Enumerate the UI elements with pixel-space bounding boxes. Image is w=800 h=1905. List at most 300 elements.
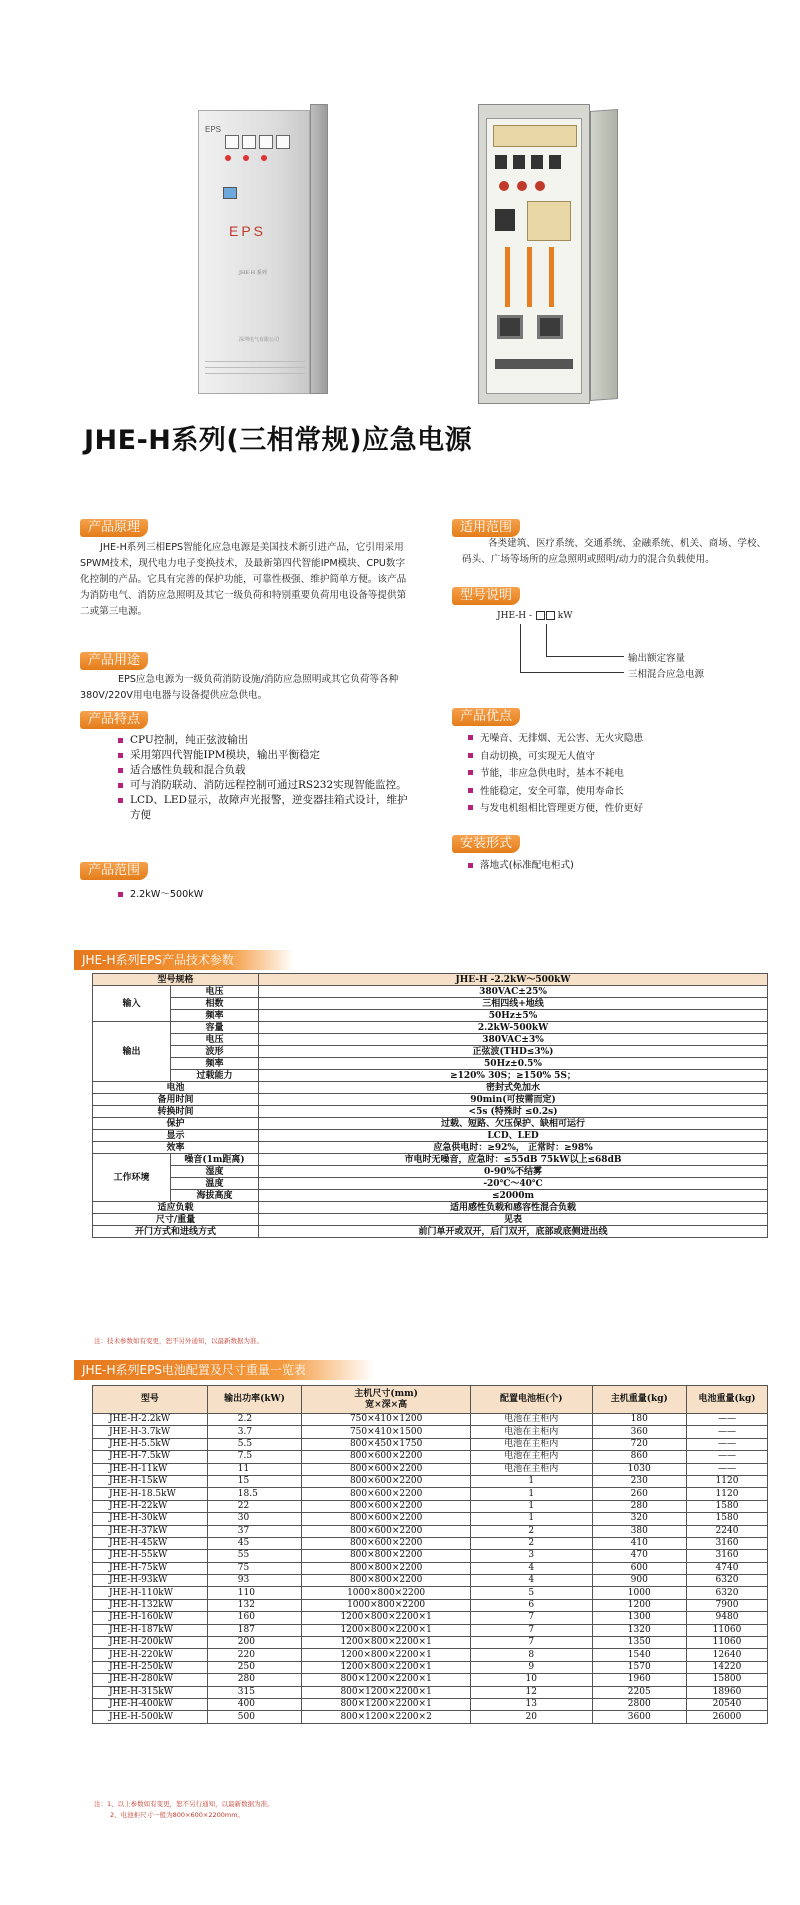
table-cell: 600	[592, 1562, 687, 1574]
cabinet-front-panel	[198, 110, 310, 394]
usage-text: EPS应急电源为一级负荷消防设施/消防应急照明或其它负荷等各种380V/220V用电电器与设备提供应急供电。	[80, 674, 399, 701]
table-cell: 1000×800×2200	[302, 1599, 471, 1611]
model-heading: 型号说明	[452, 587, 520, 605]
table-cell: 230	[592, 1475, 687, 1487]
table-row	[93, 1500, 768, 1512]
table-row	[93, 1525, 768, 1537]
table-row	[93, 1537, 768, 1549]
scope-heading: 适用范围	[452, 519, 520, 537]
table-row	[93, 1010, 768, 1022]
table-cell: 1200×800×2200×1	[302, 1612, 471, 1624]
open-cabinet-image	[468, 104, 618, 404]
table-cell: 1	[471, 1500, 593, 1512]
table-cell: 1580	[687, 1500, 768, 1512]
table-row	[93, 1463, 768, 1475]
model-suffix: kW	[557, 611, 573, 621]
table-cell: 7	[471, 1637, 593, 1649]
table-header-cell: 输出功率(kW)	[207, 1386, 302, 1414]
table-row	[93, 1488, 768, 1500]
table-cell: JHE-H-3.7kW	[93, 1426, 208, 1438]
vent-line	[205, 367, 305, 368]
table-cell: JHE-H-18.5kW	[93, 1488, 208, 1500]
transformer-icon	[537, 315, 563, 339]
table-cell: JHE-H-37kW	[93, 1525, 208, 1537]
table-cell: 380VAC±3%	[259, 1034, 768, 1046]
table-cell: 1350	[592, 1637, 687, 1649]
table-cell: 海拔高度	[171, 1190, 259, 1202]
table-cell: 电池在主柜内	[471, 1414, 593, 1426]
table-cell: 320	[592, 1513, 687, 1525]
install-item: 落地式(标准配电柜式)	[466, 858, 766, 873]
table-cell: 750×410×1200	[302, 1414, 471, 1426]
table-cell: 50Hz±5%	[259, 1010, 768, 1022]
table-cell: 波形	[171, 1046, 259, 1058]
table-cell: 50Hz±0.5%	[259, 1058, 768, 1070]
range-heading: 产品范围	[80, 862, 148, 880]
table-cell: 2205	[592, 1686, 687, 1698]
table-cell: ≤2000m	[259, 1190, 768, 1202]
table-cell: 800×800×2200	[302, 1575, 471, 1587]
table-row	[93, 1674, 768, 1686]
table-cell: 正弦波(THD≤3%)	[259, 1046, 768, 1058]
table-cell: 1000	[592, 1587, 687, 1599]
cabinet-model-plate: JHE-H 系列	[239, 270, 267, 276]
table-cell: ——	[687, 1438, 768, 1450]
control-board	[493, 125, 577, 147]
table-row	[93, 1214, 768, 1226]
vent-line	[205, 373, 305, 374]
cabinet-eps-label: EPS	[229, 223, 267, 239]
advantage-item: 与发电机组相比管理更方便，性价更好	[466, 800, 766, 818]
cable-icon	[505, 247, 510, 307]
table-row	[93, 1649, 768, 1661]
table-row	[93, 974, 768, 986]
table-cell: 2240	[687, 1525, 768, 1537]
fuse-icon	[517, 181, 527, 191]
table-row	[93, 1414, 768, 1426]
table-cell: 800×1200×2200×1	[302, 1686, 471, 1698]
table-row	[93, 1142, 768, 1154]
table-cell: JHE-H-500kW	[93, 1711, 208, 1723]
table-cell: JHE-H-7.5kW	[93, 1451, 208, 1463]
table-row	[93, 1612, 768, 1624]
table-row	[93, 1475, 768, 1487]
table-cell: 800×600×2200	[302, 1500, 471, 1512]
table-cell: 800×600×2200	[302, 1537, 471, 1549]
table-cell: 开门方式和进线方式	[93, 1226, 259, 1238]
table-cell: 1200×800×2200×1	[302, 1624, 471, 1636]
cable-icon	[549, 247, 554, 307]
table-row	[93, 1166, 768, 1178]
table-cell: 3160	[687, 1550, 768, 1562]
table-cell: 220	[207, 1649, 302, 1661]
table-cell: 过载能力	[171, 1070, 259, 1082]
table-header-row	[93, 1386, 768, 1414]
table-cell: 电压	[171, 1034, 259, 1046]
table-cell: 11060	[687, 1637, 768, 1649]
table-cell: 5	[471, 1587, 593, 1599]
table-cell: LCD、LED	[259, 1130, 768, 1142]
table-cell: 2	[471, 1525, 593, 1537]
feature-item: 可与消防联动、消防远程控制可通过RS232实现智能监控。	[116, 778, 412, 793]
spec-note: 注：技术参数如有变更，恕不另外通知，以最新数据为准。	[94, 1337, 263, 1345]
battery-banner: JHE-H系列EPS电池配置及尺寸重量一览表	[74, 1360, 374, 1380]
table-cell: 15	[207, 1475, 302, 1487]
table-cell: JHE-H-11kW	[93, 1463, 208, 1475]
table-cell: 160	[207, 1612, 302, 1624]
battery-table	[92, 1385, 768, 1724]
spec-banner: JHE-H系列EPS产品技术参数	[74, 950, 294, 970]
table-cell: 前门单开或双开，后门双开，底部或底侧进出线	[259, 1226, 768, 1238]
table-cell: 1320	[592, 1624, 687, 1636]
table-cell: 315	[207, 1686, 302, 1698]
table-cell: 三相四线+地线	[259, 998, 768, 1010]
range-item: 2.2kW～500kW	[116, 887, 316, 902]
table-row	[93, 1686, 768, 1698]
table-cell: 1	[471, 1475, 593, 1487]
table-row	[93, 1226, 768, 1238]
table-cell: 4	[471, 1562, 593, 1574]
model-line-vertical	[520, 624, 521, 672]
inverter-board	[527, 201, 571, 241]
table-cell: 1200	[592, 1599, 687, 1611]
fuse-icon	[499, 181, 509, 191]
table-row	[93, 1698, 768, 1710]
table-cell: 20	[471, 1711, 593, 1723]
breaker-icon	[495, 155, 507, 169]
indicator-light-icon	[243, 155, 249, 161]
table-cell: JHE-H-160kW	[93, 1612, 208, 1624]
table-cell: 13	[471, 1698, 593, 1710]
table-cell: 1570	[592, 1661, 687, 1673]
table-cell: JHE-H-280kW	[93, 1674, 208, 1686]
table-cell: 800×600×2200	[302, 1488, 471, 1500]
table-cell: 860	[592, 1451, 687, 1463]
table-cell: 280	[207, 1674, 302, 1686]
table-row	[93, 1046, 768, 1058]
table-row	[93, 1118, 768, 1130]
table-cell: 1030	[592, 1463, 687, 1475]
table-cell: JHE-H-22kW	[93, 1500, 208, 1512]
table-cell: 9480	[687, 1612, 768, 1624]
model-prefix: JHE-H -	[497, 611, 532, 621]
table-cell: JHE-H-2.2kW	[93, 1414, 208, 1426]
table-cell: ≥120% 30S；≥150% 5S；	[259, 1070, 768, 1082]
table-cell: 26000	[687, 1711, 768, 1723]
table-row	[93, 1154, 768, 1166]
table-cell: 800×600×2200	[302, 1525, 471, 1537]
table-cell: 75	[207, 1562, 302, 1574]
table-cell: JHE-H-55kW	[93, 1550, 208, 1562]
range-list	[116, 887, 316, 902]
table-row	[93, 1190, 768, 1202]
table-cell: 800×1200×2200×1	[302, 1698, 471, 1710]
table-cell: 1960	[592, 1674, 687, 1686]
table-cell: 20540	[687, 1698, 768, 1710]
meter-icon	[259, 135, 273, 149]
table-cell: -20℃～40℃	[259, 1178, 768, 1190]
table-row	[93, 1513, 768, 1525]
table-cell: 22	[207, 1500, 302, 1512]
table-header-cell: 主机重量(kg)	[592, 1386, 687, 1414]
table-cell: 1120	[687, 1488, 768, 1500]
table-cell: 备用时间	[93, 1094, 259, 1106]
table-row	[93, 1022, 768, 1034]
table-cell: 1	[471, 1488, 593, 1500]
lcd-screen-icon	[223, 187, 237, 199]
table-cell: 260	[592, 1488, 687, 1500]
table-cell: 保护	[93, 1118, 259, 1130]
table-cell: 800×1200×2200×2	[302, 1711, 471, 1723]
table-cell: JHE-H-110kW	[93, 1587, 208, 1599]
table-cell: 6	[471, 1599, 593, 1611]
table-cell: JHE-H-187kW	[93, 1624, 208, 1636]
table-cell: 转换时间	[93, 1106, 259, 1118]
table-cell: <5s (特殊时 ≤0.2s)	[259, 1106, 768, 1118]
scope-text: 各类建筑、医疗系统、交通系统、金融系统、机关、商场、学校、码头、广场等场所的应急照明或照明/动力的混合负载使用。	[462, 538, 767, 565]
table-cell: 200	[207, 1637, 302, 1649]
table-cell: 800×600×2200	[302, 1463, 471, 1475]
table-cell: 1540	[592, 1649, 687, 1661]
table-cell: 7	[471, 1624, 593, 1636]
table-cell: 6320	[687, 1575, 768, 1587]
table-cell: 800×600×2200	[302, 1475, 471, 1487]
table-cell: 800×1200×2200×1	[302, 1674, 471, 1686]
table-cell: 电池在主柜内	[471, 1451, 593, 1463]
model-box-icon	[536, 611, 545, 620]
table-cell: 15800	[687, 1674, 768, 1686]
table-cell: 800×600×2200	[302, 1513, 471, 1525]
table-cell: 1200×800×2200×1	[302, 1649, 471, 1661]
table-cell: 90min(可按需而定)	[259, 1094, 768, 1106]
fuse-icon	[535, 181, 545, 191]
table-cell: 45	[207, 1537, 302, 1549]
table-cell: 尺寸/重量	[93, 1214, 259, 1226]
table-cell: 1000×800×2200	[302, 1587, 471, 1599]
table-cell: 1200×800×2200×1	[302, 1661, 471, 1673]
meter-row	[225, 135, 290, 149]
table-cell: 900	[592, 1575, 687, 1587]
table-cell: 频率	[171, 1058, 259, 1070]
advantage-item: 无噪音、无排烟、无公害、无火灾隐患	[466, 730, 766, 748]
table-row	[93, 986, 768, 998]
table-cell: ——	[687, 1426, 768, 1438]
table-cell: 1120	[687, 1475, 768, 1487]
table-cell: 410	[592, 1537, 687, 1549]
closed-cabinet-image	[198, 104, 328, 394]
table-cell: ——	[687, 1451, 768, 1463]
advantages-heading: 产品优点	[452, 708, 520, 726]
table-cell: JHE-H-93kW	[93, 1575, 208, 1587]
table-row	[93, 1661, 768, 1673]
meter-icon	[225, 135, 239, 149]
transformer-icon	[497, 315, 523, 339]
table-cell: 4	[471, 1575, 593, 1587]
table-cell: 750×410×1500	[302, 1426, 471, 1438]
table-cell: 1580	[687, 1513, 768, 1525]
table-cell: JHE-H-132kW	[93, 1599, 208, 1611]
table-cell: 11060	[687, 1624, 768, 1636]
principle-text: JHE-H系列三相EPS智能化应急电源是美国技术新引进产品，它引用采用SPWM技术，现代电力电子变换技术，及最新第四代智能IPM模块、CPU数字化控制的产品。它具有完善的保护功能，可靠性极强、维护简单方便。该产品为消防电气、消防应急照明及其它一级负荷和特别重要负荷用电设备等提供第二或第三电源。	[80, 542, 407, 617]
base-rail	[495, 359, 573, 369]
table-cell: 过载、短路、欠压保护、缺相可运行	[259, 1118, 768, 1130]
table-cell: 380	[592, 1525, 687, 1537]
battery-note-1: 注：1、以上参数如有变更，恕不另行通知，以最新数据为准。	[94, 1800, 274, 1808]
battery-note-2: 2、电池柜尺寸一般为800×600×2200mm。	[110, 1811, 245, 1819]
group-cell: 工作环境	[93, 1154, 171, 1202]
table-cell: 3.7	[207, 1426, 302, 1438]
table-cell: 110	[207, 1587, 302, 1599]
table-cell: 市电时无噪音，应急时：≤55dB 75kW以上≤68dB	[259, 1154, 768, 1166]
table-row	[93, 1451, 768, 1463]
table-cell: ——	[687, 1463, 768, 1475]
vent-line	[205, 361, 305, 362]
breaker-icon	[531, 155, 543, 169]
model-box-icon	[546, 611, 555, 620]
table-cell: 见表	[259, 1214, 768, 1226]
table-cell: 适应负载	[93, 1202, 259, 1214]
table-cell: 8	[471, 1649, 593, 1661]
table-cell: 应急供电时：≥92%， 正常时：≥98%	[259, 1142, 768, 1154]
table-row	[93, 1094, 768, 1106]
table-cell: 800×600×2200	[302, 1451, 471, 1463]
table-row	[93, 1550, 768, 1562]
table-cell: JHE-H-15kW	[93, 1475, 208, 1487]
table-cell: 6320	[687, 1587, 768, 1599]
table-row	[93, 1562, 768, 1574]
table-cell: 温度	[171, 1178, 259, 1190]
table-cell: 相数	[171, 998, 259, 1010]
table-cell: 0-90%不结雾	[259, 1166, 768, 1178]
table-cell: JHE-H-250kW	[93, 1661, 208, 1673]
feature-item: LCD、LED显示，故障声光报警，逆变器挂箱式设计，维护方便	[116, 793, 412, 823]
table-cell: 11	[207, 1463, 302, 1475]
table-cell: 2.2kW-500kW	[259, 1022, 768, 1034]
table-cell: 37	[207, 1525, 302, 1537]
table-cell: 湿度	[171, 1166, 259, 1178]
usage-heading: 产品用途	[80, 652, 148, 670]
table-cell: 380VAC±25%	[259, 986, 768, 998]
table-row	[93, 1587, 768, 1599]
table-cell: JHE-H-30kW	[93, 1513, 208, 1525]
table-row	[93, 1711, 768, 1723]
table-header-cell: 型号规格	[93, 974, 259, 986]
breaker-icon	[513, 155, 525, 169]
table-row	[93, 1106, 768, 1118]
table-row	[93, 1178, 768, 1190]
table-cell: 93	[207, 1575, 302, 1587]
table-cell: 10	[471, 1674, 593, 1686]
table-cell: 720	[592, 1438, 687, 1450]
table-cell: 密封式免加水	[259, 1082, 768, 1094]
table-row	[93, 1070, 768, 1082]
table-cell: 容量	[171, 1022, 259, 1034]
table-cell: JHE-H-5.5kW	[93, 1438, 208, 1450]
table-cell: 360	[592, 1426, 687, 1438]
table-cell: 2	[471, 1537, 593, 1549]
table-cell: 132	[207, 1599, 302, 1611]
group-cell: 输入	[93, 986, 171, 1022]
feature-item: 采用第四代智能IPM模块，输出平衡稳定	[116, 748, 412, 763]
table-row	[93, 1599, 768, 1611]
table-cell: 电池在主柜内	[471, 1463, 593, 1475]
table-cell: 1	[471, 1513, 593, 1525]
group-cell: 输出	[93, 1022, 171, 1082]
table-row	[93, 1034, 768, 1046]
table-cell: 5.5	[207, 1438, 302, 1450]
meter-icon	[276, 135, 290, 149]
table-row	[93, 1624, 768, 1636]
table-cell: 3160	[687, 1537, 768, 1549]
table-cell: 187	[207, 1624, 302, 1636]
table-cell: JHE-H-75kW	[93, 1562, 208, 1574]
table-cell: 3600	[592, 1711, 687, 1723]
table-cell: 500	[207, 1711, 302, 1723]
table-cell: 电压	[171, 986, 259, 998]
table-header-cell: 型号	[93, 1386, 208, 1414]
table-cell: 显示	[93, 1130, 259, 1142]
table-cell: 9	[471, 1661, 593, 1673]
table-cell: 7	[471, 1612, 593, 1624]
table-cell: 18.5	[207, 1488, 302, 1500]
cabinet-brand-label: EPS	[205, 125, 222, 134]
principle-heading: 产品原理	[80, 519, 148, 537]
install-list	[466, 858, 766, 873]
feature-item: CPU控制，纯正弦波输出	[116, 733, 412, 748]
cable-icon	[527, 247, 532, 307]
table-cell: ——	[687, 1414, 768, 1426]
model-label-series: 三相混合应急电源	[628, 669, 705, 680]
table-row	[93, 1575, 768, 1587]
table-cell: JHE-H-220kW	[93, 1649, 208, 1661]
model-line-vertical	[546, 624, 547, 656]
table-cell: 800×800×2200	[302, 1562, 471, 1574]
indicator-light-icon	[261, 155, 267, 161]
table-cell: 800×450×1750	[302, 1438, 471, 1450]
model-line-horizontal	[520, 672, 624, 673]
model-code	[497, 611, 572, 621]
contactor-icon	[495, 209, 515, 231]
indicator-lights	[225, 155, 267, 161]
table-cell: 电池	[93, 1082, 259, 1094]
table-cell: 2800	[592, 1698, 687, 1710]
table-cell: 12640	[687, 1649, 768, 1661]
table-cell: 1300	[592, 1612, 687, 1624]
table-cell: 电池在主柜内	[471, 1426, 593, 1438]
breaker-icon	[549, 155, 561, 169]
table-cell: 280	[592, 1500, 687, 1512]
table-row	[93, 1637, 768, 1649]
table-cell: 7900	[687, 1599, 768, 1611]
table-cell: 3	[471, 1550, 593, 1562]
table-header-cell: 配置电池柜(个)	[471, 1386, 593, 1414]
table-row	[93, 1058, 768, 1070]
table-cell: 180	[592, 1414, 687, 1426]
table-cell: 1200×800×2200×1	[302, 1637, 471, 1649]
cabinet-interior	[486, 118, 582, 394]
advantage-item: 自动切换，可实现无人值守	[466, 748, 766, 766]
table-cell: 频率	[171, 1010, 259, 1022]
cabinet-maker-label: 深圳电气有限公司	[239, 337, 280, 343]
table-cell: 7.5	[207, 1451, 302, 1463]
table-row	[93, 1438, 768, 1450]
table-cell: 效率	[93, 1142, 259, 1154]
advantages-list	[466, 730, 766, 818]
model-label-capacity: 输出额定容量	[628, 653, 686, 664]
table-header-cell: 电池重量(kg)	[687, 1386, 768, 1414]
table-cell: 55	[207, 1550, 302, 1562]
cabinet-side-panel	[310, 104, 328, 394]
